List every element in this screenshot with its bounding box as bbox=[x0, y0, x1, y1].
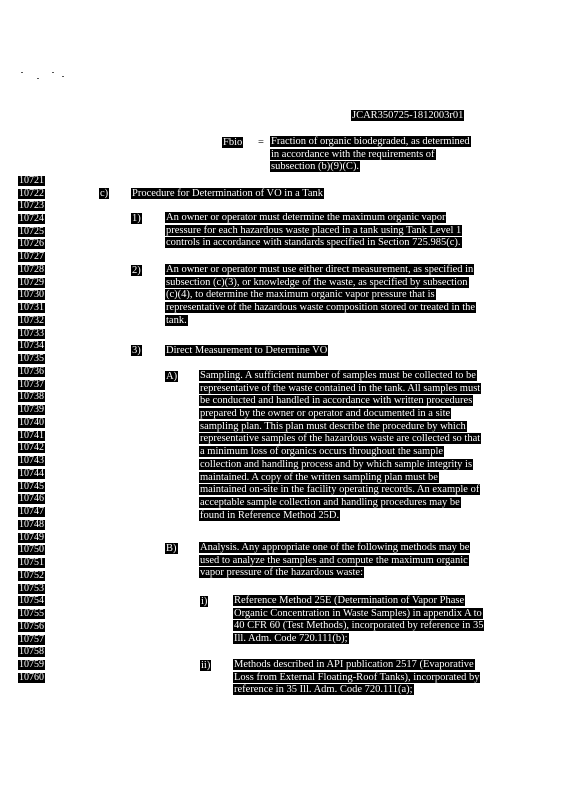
line-number: 10732 bbox=[19, 315, 44, 326]
definition-symbol: Fbio bbox=[223, 137, 243, 148]
document-id: JCAR350725-1812003r01 bbox=[352, 110, 464, 121]
line-number: 10749 bbox=[19, 532, 44, 543]
line-number: 10758 bbox=[19, 646, 44, 657]
item-ii-label: ii) bbox=[201, 660, 211, 671]
line-number: 10748 bbox=[19, 519, 44, 530]
item-1-text: An owner or operator must determine the maximum organic vapor pressure for each hazardous waste placed in a tank using Tank Level 1 controls in accordance with standards specified in Section 725.985(c). bbox=[166, 212, 462, 249]
scan-speck bbox=[37, 78, 39, 79]
scan-speck bbox=[21, 72, 23, 73]
line-number: 10743 bbox=[19, 455, 44, 466]
line-number: 10757 bbox=[19, 634, 44, 645]
line-number: 10744 bbox=[19, 468, 44, 479]
item-a-label: A) bbox=[166, 371, 178, 382]
item-2-text: An owner or operator must use either direct measurement, as specified in subsection (c)(3), or knowledge of the waste, as specified by subsection (c)(4), to determine the maximum organic vapor pressure that is representative of the hazardous waste composition stored or treated in the tank. bbox=[166, 264, 476, 326]
definition-equals: = bbox=[258, 137, 264, 148]
line-number: 10733 bbox=[19, 328, 44, 339]
line-number: 10745 bbox=[19, 481, 44, 492]
item-2-label: 2) bbox=[132, 265, 141, 276]
line-number: 10750 bbox=[19, 544, 44, 555]
line-number: 10747 bbox=[19, 506, 44, 517]
item-b-text: Analysis. Any appropriate one of the following methods may be used to analyze the samples and compute the maximum organic vapor pressure of the hazardous waste: bbox=[200, 542, 470, 579]
line-number: 10737 bbox=[19, 379, 44, 390]
item-i-label: i) bbox=[201, 596, 208, 607]
line-number: 10738 bbox=[19, 391, 44, 402]
line-number: 10723 bbox=[19, 200, 44, 211]
line-number: 10727 bbox=[19, 251, 44, 262]
line-number: 10728 bbox=[19, 264, 44, 275]
item-3-heading: Direct Measurement to Determine VO bbox=[166, 345, 328, 356]
item-ii-text: Methods described in API publication 2517 (Evaporative Loss from External Floating-Roof Tanks), incorporated by reference in 35 Ill. Adm. Code 720.111(a); bbox=[234, 659, 480, 696]
line-number: 10760 bbox=[19, 672, 44, 683]
line-number: 10736 bbox=[19, 366, 44, 377]
item-i-text: Reference Method 25E (Determination of Vapor Phase Organic Concentration in Waste Samples) in appendix A to 40 CFR 60 (Test Methods), incorporated by reference in 35 Ill. Adm. Code 720.111(b); bbox=[234, 595, 484, 645]
line-number: 10751 bbox=[19, 557, 44, 568]
line-number: 10735 bbox=[19, 353, 44, 364]
line-number: 10729 bbox=[19, 277, 44, 288]
scan-speck bbox=[52, 72, 54, 73]
item-b-label: B) bbox=[166, 543, 177, 554]
section-c-label: c) bbox=[100, 188, 109, 199]
line-number: 10739 bbox=[19, 404, 44, 415]
scan-speck bbox=[62, 76, 64, 77]
line-number: 10721 bbox=[19, 175, 44, 186]
section-c-heading: Procedure for Determination of VO in a Tank bbox=[132, 188, 324, 199]
line-number: 10731 bbox=[19, 302, 44, 313]
line-number: 10725 bbox=[19, 226, 44, 237]
line-number: 10741 bbox=[19, 430, 44, 441]
line-number: 10722 bbox=[19, 188, 44, 199]
definition-text: Fraction of organic biodegraded, as determined in accordance with the requirements of subsection (b)(9)(C). bbox=[271, 136, 470, 173]
line-number: 10742 bbox=[19, 442, 44, 453]
line-number: 10753 bbox=[19, 583, 44, 594]
item-a-text: Sampling. A sufficient number of samples must be collected to be representative of the waste contained in the tank. All samples must be conducted and handled in accordance with written procedures prepared by the owner or operator and documented in a site sampling plan. This plan must describe the procedure by which representative samples of the hazardous waste are collected so that a minimum loss of organics occurs throughout the sample collection and handling process and by which sample integrity is maintained. A copy of the written sampling plan must be maintained on-site in the facility operating records. An example of acceptable sample collection and handling procedures may be found in Reference Method 25D. bbox=[200, 370, 481, 521]
line-number: 10752 bbox=[19, 570, 44, 581]
item-1-label: 1) bbox=[132, 213, 141, 224]
line-number: 10726 bbox=[19, 238, 44, 249]
line-number: 10724 bbox=[19, 213, 44, 224]
line-number: 10754 bbox=[19, 595, 44, 606]
line-number: 10740 bbox=[19, 417, 44, 428]
line-number: 10756 bbox=[19, 621, 44, 632]
item-3-label: 3) bbox=[132, 345, 141, 356]
line-number: 10730 bbox=[19, 289, 44, 300]
line-number: 10759 bbox=[19, 659, 44, 670]
line-number: 10755 bbox=[19, 608, 44, 619]
line-number: 10746 bbox=[19, 493, 44, 504]
line-number: 10734 bbox=[19, 340, 44, 351]
